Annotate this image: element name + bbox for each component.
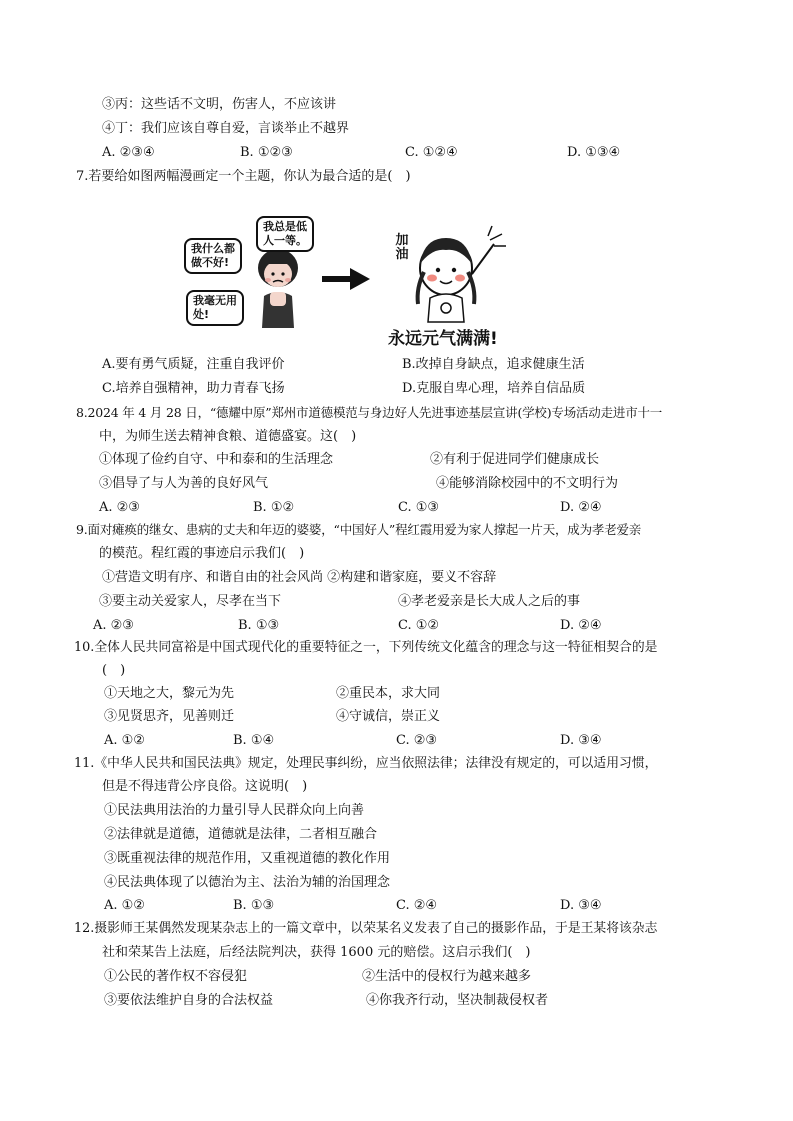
q10-option-d: D. ③④ (560, 733, 602, 748)
q10-option-a: A. ①② (104, 733, 145, 748)
q12-item-1: ①公民的著作权不容侵犯 (104, 969, 248, 984)
q12-stem-line-2: 社和荣某告上法庭，后经法院判决，获得 1600 元的赔偿。这启示我们( ) (102, 945, 531, 960)
q12-item-4: ④你我齐行动，坚决制裁侵权者 (366, 993, 549, 1008)
q10-stem-line-1: 10.全体人民共同富裕是中国式现代化的重要特征之一，下列传统文化蕴含的理念与这一特征相契合的是 (74, 640, 658, 655)
q8-option-c: C. ①③ (398, 500, 440, 515)
q9-stem-line-1: 9.面对瘫痪的继女、患病的丈夫和年迈的婆婆，“中国好人”程红霞用爱为家人撑起一片天，成为孝老爱亲 (76, 522, 642, 537)
q6-option-b: B. ①②③ (240, 145, 293, 160)
q8-stem-line-2: 中，为师生送去精神食粮、道德盛宴。这( ) (99, 429, 357, 444)
q6-item-4: ④丁：我们应该自尊自爱，言谈举止不越界 (102, 121, 350, 136)
q8-option-b: B. ①② (253, 500, 295, 515)
q11-stem-line-1: 11.《中华人民共和国民法典》规定，处理民事纠纷，应当依照法律；法律没有规定的，可以适用习惯， (74, 756, 658, 771)
q8-stem-line-1: 8.2024 年 4 月 28 日，“德耀中原”郑州市道德模范与身边好人先进事迹基层宣讲(学校)专场活动走进市十一 (76, 405, 663, 420)
q12-item-2: ②生活中的侵权行为越来越多 (362, 969, 532, 984)
q8-item-4: ④能够消除校园中的不文明行为 (436, 476, 619, 491)
right-arrow-icon (322, 266, 370, 292)
q6-option-c: C. ①②④ (405, 145, 458, 160)
q8-item-2: ②有利于促进同学们健康成长 (430, 452, 600, 467)
comic-caption: 永远元气满满! (388, 329, 498, 349)
q10-item-2: ②重民本，求大同 (336, 686, 441, 701)
q10-item-3: ③见贤思齐，见善则迁 (104, 709, 235, 724)
q9-item-3: ③要主动关爱家人，尽孝在当下 (99, 594, 282, 609)
q12-item-3: ③要依法维护自身的合法权益 (104, 993, 274, 1008)
q9-option-c: C. ①② (398, 618, 440, 633)
q11-item-1: ①民法典用法治的力量引导人民群众向上向善 (104, 803, 365, 818)
q11-option-d: D. ③④ (560, 898, 602, 913)
speech-bubble-2: 我总是低 人一等。 (256, 216, 314, 252)
q9-option-a: A. ②③ (93, 618, 134, 633)
q8-item-3: ③倡导了与人为善的良好风气 (99, 476, 269, 491)
q11-item-2: ②法律就是道德，道德就是法律，二者相互融合 (104, 827, 378, 842)
q9-stem-line-2: 的模范。程红霞的事迹启示我们( ) (99, 546, 305, 561)
q10-stem-line-2: ( ) (102, 663, 126, 678)
q11-option-a: A. ①② (104, 898, 145, 913)
q9-item-1-2: ①营造文明有序、和谐自由的社会风尚 ②构建和谐家庭，要义不容辞 (102, 570, 497, 585)
q11-option-b: B. ①③ (233, 898, 275, 913)
q7-option-c: C.培养自强精神，助力青春飞扬 (102, 381, 285, 396)
q9-item-4: ④孝老爱亲是长大成人之后的事 (398, 594, 581, 609)
q7-comic (180, 210, 520, 350)
q10-option-b: B. ①④ (233, 733, 275, 748)
q6-item-3: ③丙：这些话不文明，伤害人，不应该讲 (102, 97, 337, 112)
q7-stem: 7.若要给如图两幅漫画定一个主题，你认为最合适的是( ) (76, 169, 411, 184)
q7-option-a: A.要有勇气质疑，注重自我评价 (102, 357, 285, 372)
q9-option-d: D. ②④ (560, 618, 602, 633)
q10-option-c: C. ②③ (396, 733, 438, 748)
q7-option-d: D.克服自卑心理，培养自信品质 (402, 381, 586, 396)
q6-option-a: A. ②③④ (102, 145, 155, 160)
q6-option-d: D. ①③④ (567, 145, 621, 160)
speech-bubble-3: 我毫无用 处! (186, 290, 244, 326)
q8-option-d: D. ②④ (560, 500, 602, 515)
q7-option-b: B.改掉自身缺点，追求健康生活 (402, 357, 585, 372)
sad-child-figure (246, 242, 310, 330)
q10-item-4: ④守诚信，崇正义 (336, 709, 441, 724)
q11-stem-line-2: 但是不得违背公序良俗。这说明( ) (102, 779, 308, 794)
q11-item-4: ④民法典体现了以德治为主、法治为辅的治国理念 (104, 875, 391, 890)
cheer-text: 加 油 (395, 233, 409, 262)
speech-bubble-1: 我什么都 做不好! (184, 238, 242, 274)
q11-option-c: C. ②④ (396, 898, 438, 913)
q8-item-1: ①体现了俭约自守、中和泰和的生活理念 (99, 452, 334, 467)
q12-stem-line-1: 12.摄影师王某偶然发现某杂志上的一篇文章中，以荣某名义发表了自己的摄影作品，于是王某将该杂志 (74, 921, 658, 936)
q10-item-1: ①天地之大，黎元为先 (104, 686, 235, 701)
q9-option-b: B. ①③ (238, 618, 280, 633)
q11-item-3: ③既重视法律的规范作用，又重视道德的教化作用 (104, 851, 391, 866)
q8-option-a: A. ②③ (99, 500, 140, 515)
cheerful-girl-figure (394, 224, 510, 330)
